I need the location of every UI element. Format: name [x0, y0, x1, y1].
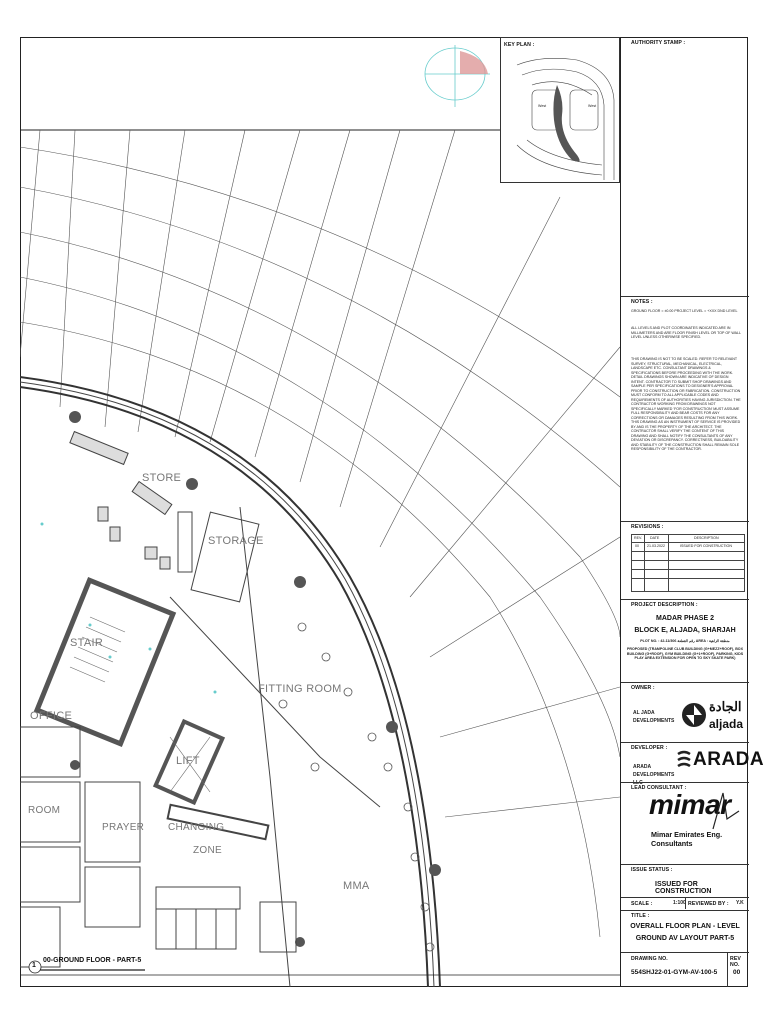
project-description-label: PROJECT DESCRIPTION :	[631, 602, 698, 608]
revisions-row-desc: ISSUED FOR CONSTRUCTION	[680, 544, 732, 548]
key-plan	[500, 37, 620, 183]
room-label-changing: CHANGING	[168, 822, 225, 833]
store-racks	[70, 432, 172, 569]
title-label: TITLE :	[631, 913, 650, 919]
notes-label: NOTES :	[631, 299, 653, 305]
reviewed-by-label: REVIEWED BY :	[688, 901, 729, 907]
revisions-row-rev: 00	[635, 544, 639, 548]
aljada-logo-arabic: الجادة	[709, 699, 742, 714]
key-plan-west2-label: West	[588, 104, 597, 108]
key-plan-west-label: West	[538, 104, 547, 108]
drawing-number-label: DRAWING NO.	[631, 956, 668, 962]
header-sketch	[425, 45, 490, 107]
title-line-1: OVERALL FLOOR PLAN - LEVEL	[630, 923, 740, 930]
key-plan-map	[502, 50, 620, 180]
drawing-number-value: 554SHJ22-01-GYM-AV-100-5	[631, 969, 718, 976]
revisions-table	[631, 534, 745, 592]
header-sketch-highlight	[460, 51, 488, 74]
revisions-header-desc: DESCRIPTION	[694, 536, 719, 540]
radial-grid	[20, 130, 620, 817]
room-label-zone: ZONE	[193, 845, 222, 856]
project-plot: PLOT NO. : 42-11/306 رقم القطعة AREA : منطقة الزاهية	[640, 639, 730, 643]
revisions-row-date: 21.03.2022	[647, 544, 665, 548]
room-label-office: OFFICE	[30, 710, 73, 722]
arada-logo-text: ARADA	[693, 749, 765, 770]
notes-line-2: ALL LEVELS AND PLOT COORDINATES INDICATED ARE IN MILLIMETERS AND ARE FLOOR FINISH LEVEL OR TOP OF WALL LEVEL UNLESS OTHERWISE SPECIFIED.	[631, 326, 741, 339]
owner-name: AL JADA DEVELOPMENTS	[633, 710, 675, 724]
room-label-storage: STORAGE	[208, 535, 264, 547]
title-block	[620, 37, 765, 987]
left-rooms	[20, 727, 140, 967]
mimar-logo-mark	[705, 789, 741, 833]
room-label-stair: STAIR	[70, 637, 104, 649]
key-plan-label: KEY PLAN :	[504, 42, 535, 48]
rev-number-label: REV NO.	[730, 956, 741, 968]
scale-label: SCALE :	[631, 901, 653, 907]
lead-consultant-label: LEAD CONSULTANT :	[631, 785, 687, 791]
developer-name: ARADA DEVELOPMENTS LLC	[633, 764, 675, 786]
plan-caption-number: 1	[32, 962, 36, 969]
authority-stamp-label: AUTHORITY STAMP :	[631, 40, 686, 46]
mimar-subtitle: Mimar Emirates Eng. Consultants	[651, 830, 723, 848]
rev-number-value: 00	[733, 969, 741, 976]
room-label-prayer: PRAYER	[102, 822, 145, 833]
reviewed-by-value: Y.K	[736, 900, 744, 906]
project-block: BLOCK E, ALJADA, SHARJAH	[634, 627, 736, 634]
developer-label: DEVELOPER :	[631, 745, 668, 751]
arada-logo-icon	[677, 750, 691, 768]
issue-status-value: ISSUED FOR CONSTRUCTION	[655, 881, 712, 895]
room-label-lift: LIFT	[176, 755, 200, 767]
title-line-2: GROUND AV LAYOUT PART-5	[635, 935, 735, 942]
notes-line-3: THIS DRAWING IS NOT TO BE SCALED. REFER TO RELEVANT SURVEY, STRUCTURAL, MECHANICAL, ELECTRICAL, LANDSCAPE ETC. CONSULTANT DRAWINGS & SPECIFICATIONS BEFORE PROCEEDING WITH THE WORK. DETAIL DRAWINGS SHOWN ARE INDICATIVE OF DESIGN INTENT. CONTRACTOR TO SUBMIT SHOP DRAWINGS AND SAMPLE PER SPECIFICATIONS TO DESIGNER'S APPROVAL PRIOR TO CONSTRUCTION OR FABRICATION. CONSTRUCTION MUST CONFORM TO ALL APPLICABLE CODES AND REQUIREMENTS OF AUTHORITIES HAVING JURISDICTION. THE CONTRACTOR WORKING FROM DRAWINGS NOT SPECIFICALLY MARKED 'FOR CONSTRUCTION' MUST ASSUME FULL RESPONSIBILITY AND BEAR COSTS FOR ANY CORRECTIONS OR DAMAGES RESULTING FROM THIS WORK. THIS DRAWING AS AN INSTRUMENT OF SERVICE IS PROVIDED BY AND IS THE PROPERTY OF THE ARCHITECT. THE CONTRACTOR SHALL VERIFY THE CONTENT OF THIS DRAWING AND SHALL NOTIFY THE CONSULTANTS OF ANY DEVIATION OR DISCREPANCY. CORRECTNESS, BUILDABILITY AND STABILITY OF THE CONSTRUCTION SHALL REMAIN SOLE RESPONSIBILITY OF THE CONTRACTOR.	[631, 357, 741, 451]
aljada-logo-text: aljada	[709, 717, 744, 731]
device-markers	[41, 523, 217, 694]
revisions-label: REVISIONS :	[631, 524, 664, 530]
notes-line-1: GROUND FLOOR = ±0.00 PROJECT LEVEL = +XXX DND LEVEL	[631, 309, 738, 313]
building-walls	[20, 377, 440, 987]
room-label-store: STORE	[142, 472, 182, 484]
room-label-mma: MMA	[343, 880, 370, 892]
room-label-fitting-room: FITTING ROOM	[258, 683, 342, 695]
issue-status-label: ISSUE STATUS :	[631, 867, 673, 873]
room-label-room: ROOM	[28, 805, 61, 816]
owner-label: OWNER :	[631, 685, 655, 691]
project-desc: PROPOSED (TRAMPOLINE CLUB BUILDING (G+MEZZ+ROOF), BOX BUILDING (G+ROOF), GYM BUILDING (G+1+ROOF), PARKING, KIDS PLAY AREA EXTENSION FOR OPEN TO SKY SKATE PARK)	[626, 647, 744, 660]
project-name: MADAR PHASE 2	[656, 615, 714, 622]
plan-caption: 00-GROUND FLOOR - PART-5	[43, 957, 142, 964]
stair-treads	[70, 617, 125, 682]
aljada-logo-icon	[681, 702, 707, 728]
mimar-logo-text: mimar	[649, 789, 731, 820]
revisions-header-date: DATE	[650, 536, 660, 540]
changing-cubicles	[156, 887, 296, 952]
key-plan-site-highlight	[553, 85, 579, 162]
scale-value: 1:100	[673, 900, 686, 906]
revisions-header-rev: REV.	[634, 536, 643, 540]
